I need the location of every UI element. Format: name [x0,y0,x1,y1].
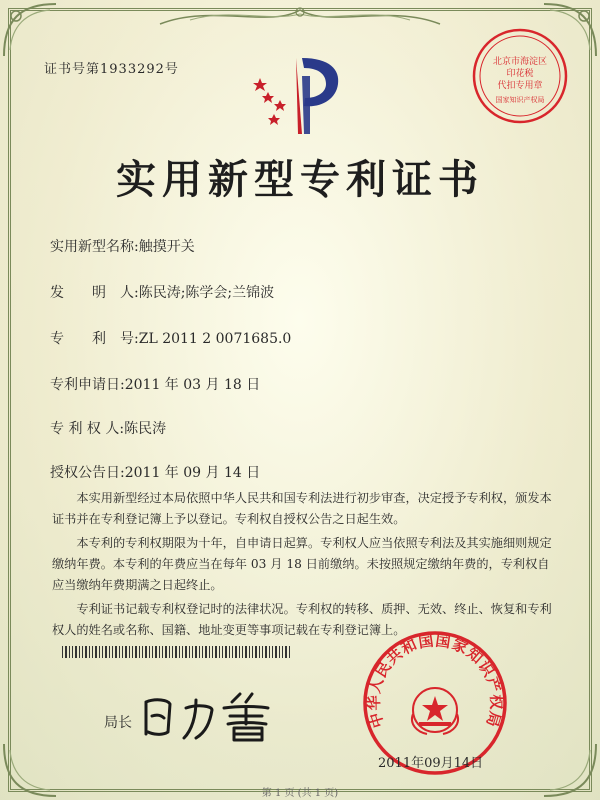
field-utility-model-name [50,236,195,256]
director-signature [138,688,288,744]
tax-stamp-seal [470,26,570,126]
field-grant-date [50,462,260,482]
certificate-body [52,488,552,641]
top-ornament-icon [150,0,450,30]
field-label: 专 利 权 人: [50,421,125,437]
page-footer: 第 1 页 (共 1 页) [261,788,339,799]
svg-text:印花税: 印花税 [506,69,534,79]
certificate-number: 证书号第1933292号 [44,62,179,77]
field-inventors [50,282,274,302]
field-value: 陈民涛;陈学会;兰锦波 [138,285,275,301]
barcode [62,646,292,658]
svg-text:国家知识产权局: 国家知识产权局 [495,96,545,104]
field-patentee [50,418,166,438]
field-label: 实用新型名称: [50,239,139,255]
body-paragraph: 专利证书记载专利权登记时的法律状况。专利权的转移、质押、无效、终止、恢复和专利权人的姓名或名称、国籍、地址变更等事项记载在专利登记簿上。 [52,602,552,637]
issue-date: 2011年09月14日 [378,756,484,771]
field-patent-number [50,328,291,348]
svg-text:中华人民共和国国家知识产权局: 中华人民共和国国家知识产权局 [364,631,506,730]
body-paragraph: 本实用新型经过本局依照中华人民共和国专利法进行初步审查，决定授予专利权，颁发本证书并在专利登记簿上予以登记。专利权自授权公告之日起生效。 [52,491,552,526]
field-value: 2011 年 03 月 18 日 [124,377,261,393]
field-application-date [50,374,260,394]
svg-text:代扣专用章: 代扣专用章 [497,81,543,91]
body-paragraph: 本专利的专利权期限为十年，自申请日起算。专利权人应当依照专利法及其实施细则规定缴纳年费。本专利的年费应当在每年 03 月 18 日前缴纳。未按照规定缴纳年费的，专利权自应当缴纳年费期满之日起终止。 [52,536,552,592]
field-label: 授权公告日: [50,465,125,481]
field-value: 触摸开关 [138,239,195,255]
field-value: ZL 2011 2 0071685.0 [138,331,292,347]
director-label: 局长 [104,715,132,731]
field-label: 专 利 号: [50,331,139,347]
field-value: 陈民涛 [124,421,167,437]
patent-office-logo-icon [252,48,348,138]
certificate-title: 实用新型专利证书 [116,156,484,203]
field-label: 专利申请日: [50,377,125,393]
field-value: 2011 年 09 月 14 日 [124,465,261,481]
field-label: 发 明 人: [50,285,139,301]
corner-ornament-icon [0,0,60,60]
svg-text:北京市海淀区: 北京市海淀区 [492,57,548,67]
